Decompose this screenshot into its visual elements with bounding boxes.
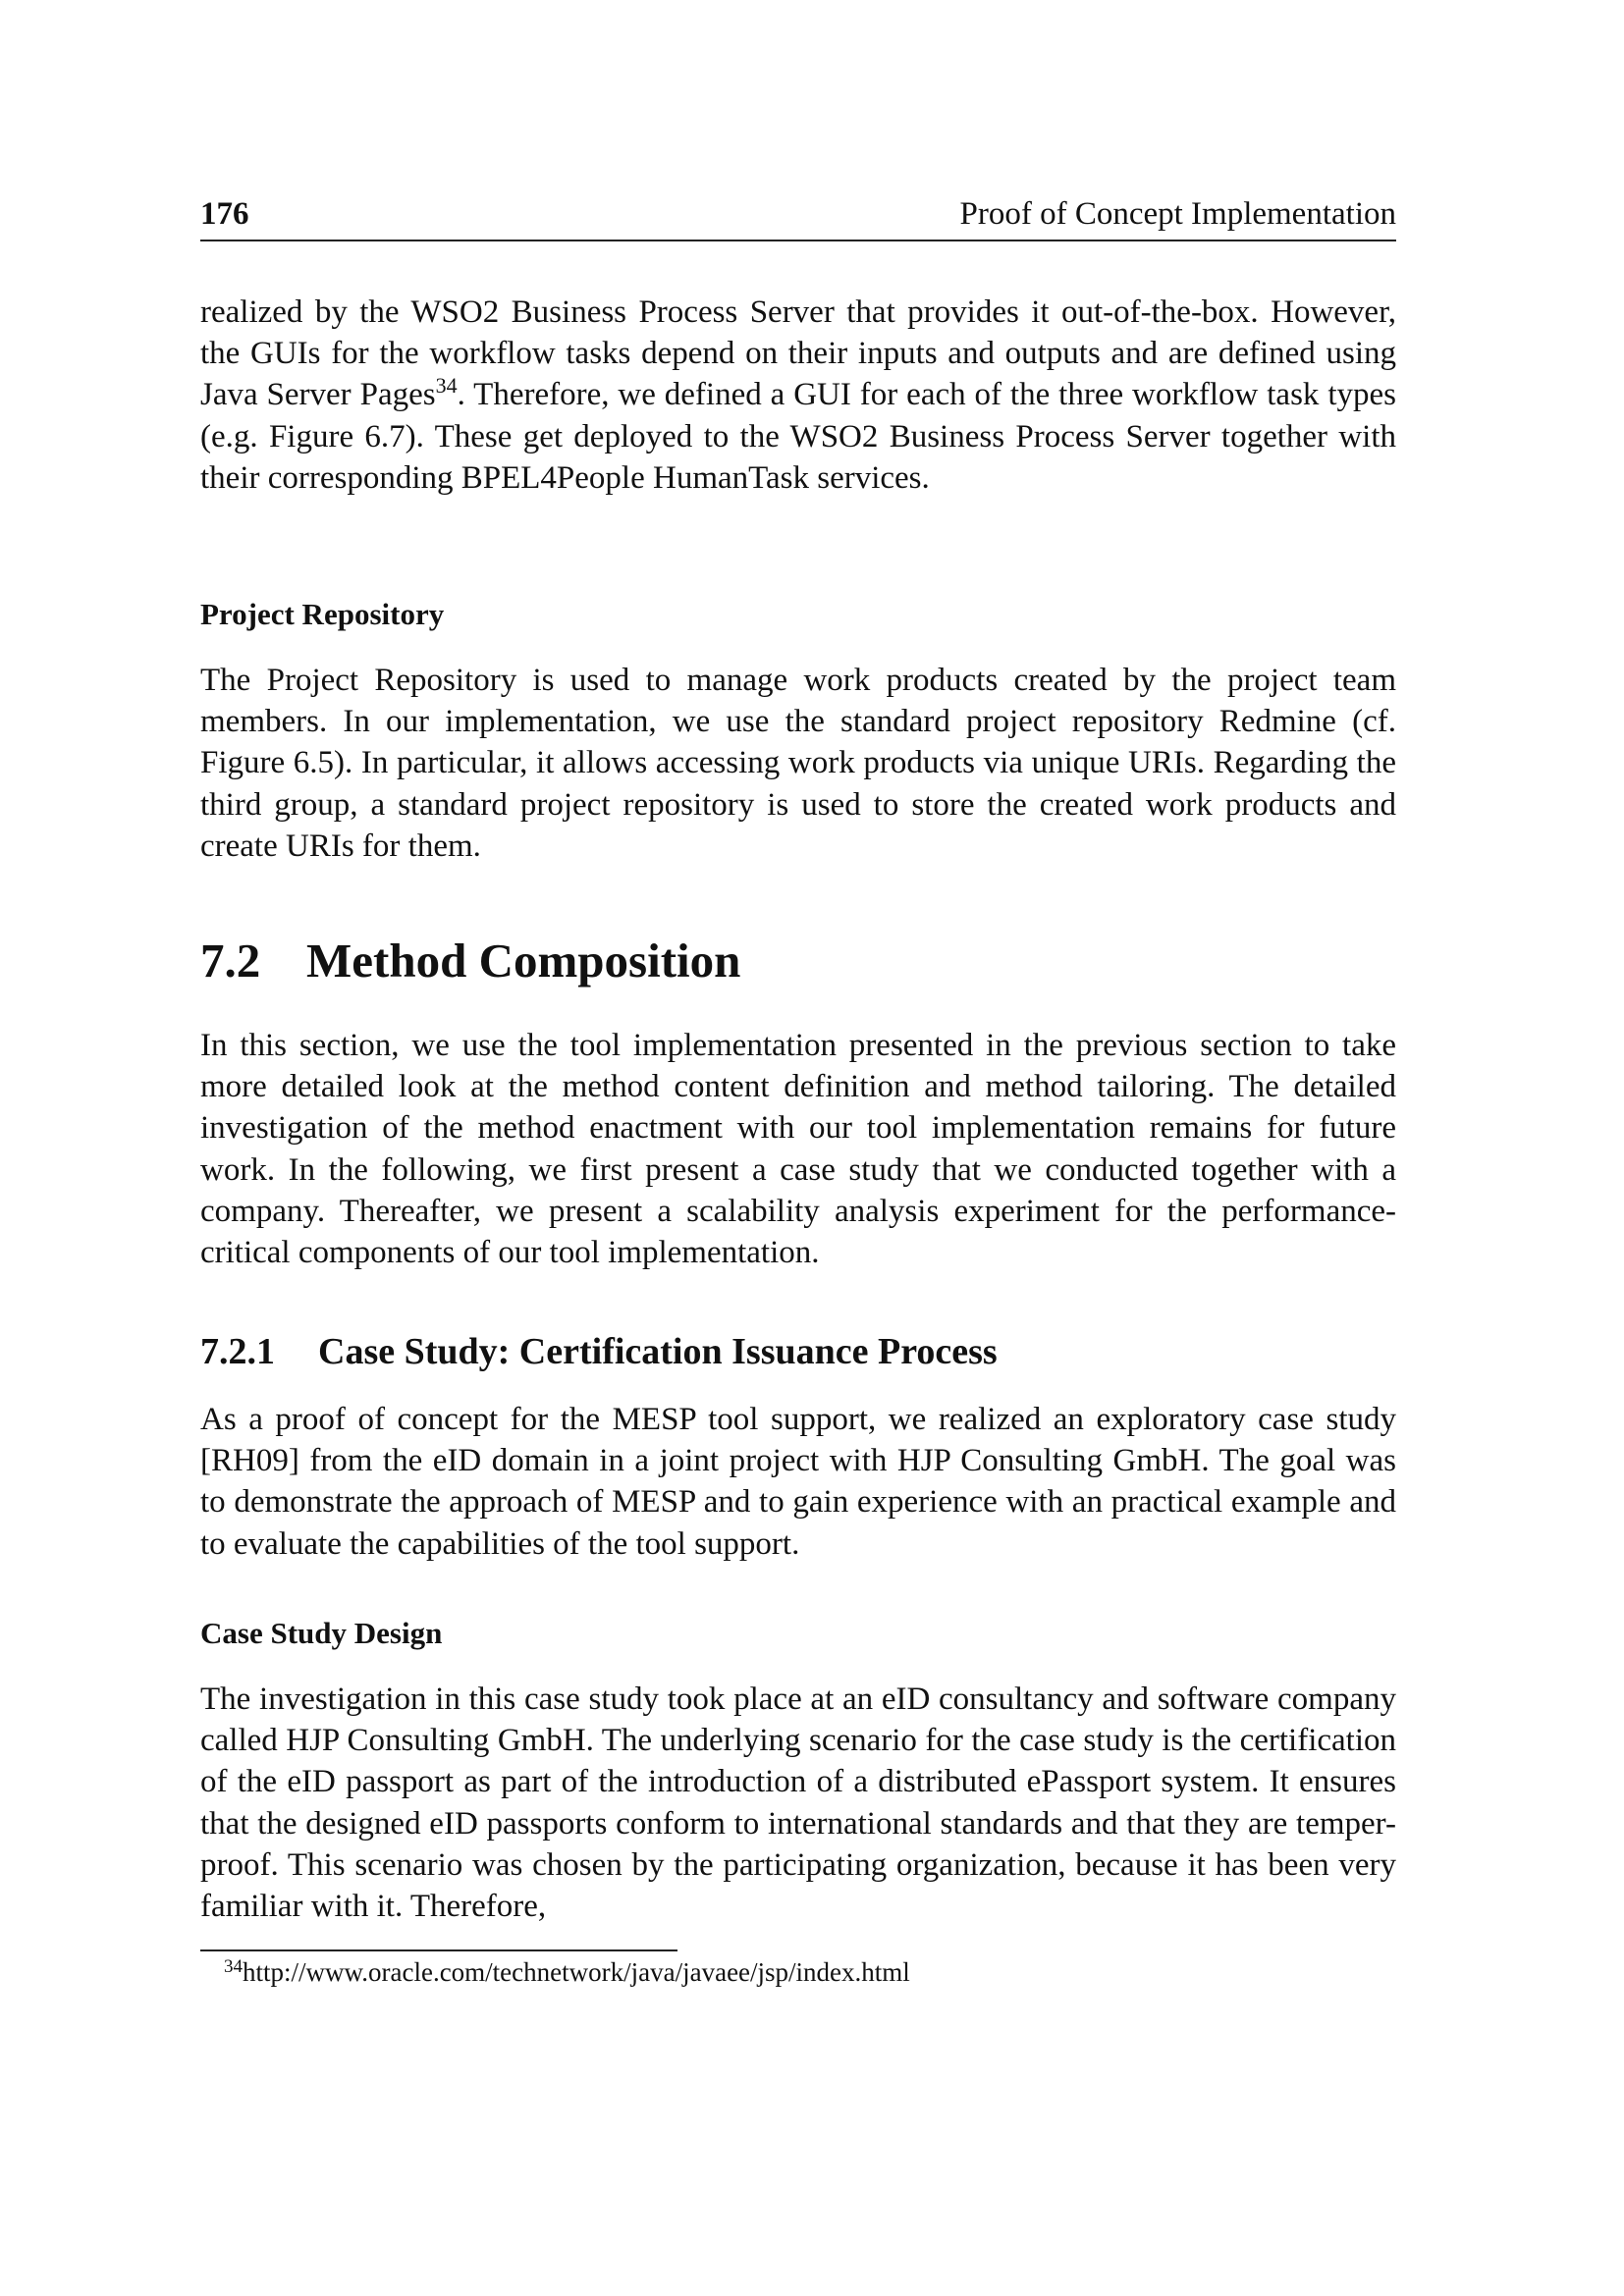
footnote-reference[interactable]: 34 (435, 373, 458, 399)
case-study-design-paragraph: The investigation in this case study took place at an eID consultancy and software company called HJP Consulting GmbH. The underlying scenario for the case study is the certification of the eID passport as part of the introduction of a distributed ePassport system. It ensures that the designed eID passports conform to international standards and that they are temper-proof. This scenario was chosen by the participating organization, because it has been very familiar with it. Therefore, (200, 1682, 1396, 1925)
section-7-2-1-paragraph: As a proof of concept for the MESP tool support, we realized an exploratory case study [RH09] from the eID domain in a joint project with HJP Consulting GmbH. The goal was to demonstrate the approach of MESP and to gain experience with an practical example and to evaluate the capabilities of the tool support. (200, 1402, 1396, 1562)
section-7-2-heading-block (200, 933, 1396, 988)
intro-paragraph-block (200, 292, 1396, 499)
subsection-title: Case Study: Certification Issuance Process (318, 1331, 998, 1372)
intro-text-before-ref: realized by the WSO2 Business Process Server that provides it out-of-the-box. However, the GUIs for the workflow tasks depend on their inputs and outputs and are defined using Java Server Pages (200, 294, 1396, 413)
case-study-design-heading-block (200, 1616, 1396, 1651)
section-number: 7.2 (200, 934, 261, 988)
footnote-number: 34 (224, 1956, 243, 1977)
intro-paragraph (200, 292, 1396, 499)
project-repository-paragraph: The Project Repository is used to manage work products created by the project team members. In our implementation, we use the standard project repository Redmine (cf. Figure 6.5). In particular, it allows accessing work products via unique URIs. Regarding the third group, a standard project repository is used to store the created work products and create URIs for them. (200, 663, 1396, 864)
project-repository-heading: Project Repository (200, 597, 445, 631)
running-title: Proof of Concept Implementation (959, 196, 1396, 232)
section-7-2-1-heading-block (200, 1330, 1396, 1373)
section-7-2-paragraph-block (200, 1025, 1396, 1273)
footnote (224, 1957, 910, 1988)
footnote-url[interactable]: http://www.oracle.com/technetwork/java/javaee/jsp/index.html (243, 1957, 910, 1987)
footnote-rule (200, 1949, 677, 1951)
case-study-design-paragraph-block (200, 1679, 1396, 1927)
project-repository-paragraph-block (200, 660, 1396, 867)
page-number: 176 (200, 196, 249, 232)
intro-text-after-ref: . Therefore, we defined a GUI for each of the three workflow task types (e.g. Figure 6.7). These get deployed to the WSO2 Business Process Server together with their corresponding BPEL4People HumanTask services. (200, 377, 1396, 496)
case-study-design-heading: Case Study Design (200, 1616, 443, 1650)
subsection-heading (200, 1330, 1396, 1373)
subsection-number: 7.2.1 (200, 1331, 275, 1372)
running-head (200, 196, 1396, 241)
project-repository-heading-block (200, 597, 1396, 632)
section-7-2-1-paragraph-block (200, 1399, 1396, 1565)
section-heading (200, 933, 1396, 988)
section-title: Method Composition (306, 934, 741, 988)
section-7-2-paragraph: In this section, we use the tool implementation presented in the previous section to take more detailed look at the method content definition and method tailoring. The detailed investigation of the method enactment with our tool implementation remains for future work. In the following, we first present a case study that we conducted together with a company. Thereafter, we present a scalability analysis experiment for the performance-critical components of our tool implementation. (200, 1028, 1396, 1271)
